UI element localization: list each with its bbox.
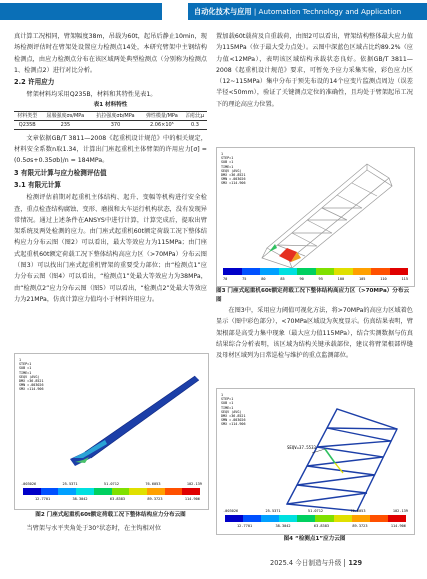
- paragraph: 臂架材料均采用Q235B，材料和其特性见表1。: [26, 91, 157, 99]
- figure-2-caption: 图2 门座式起重机60t额定荷载工况下整体结构应力分布云图: [35, 512, 186, 518]
- info-line: SMN =.003026: [19, 383, 44, 388]
- scale-label: 85: [280, 277, 285, 281]
- info-line: SEQV (AVG): [19, 374, 40, 379]
- scale-label: 51.0712: [307, 509, 324, 513]
- scale-label: 63.8383: [109, 497, 126, 501]
- table-header-cell: 抗拉强度σb/MPa: [90, 111, 141, 120]
- table-header-cell: 泊松比μ: [183, 111, 207, 120]
- paragraph: 检测评估前期对起重机主体结构、起升、变幅等机构进行安全检查，重点检查结构腐蚀、变形、磨损和大车运行机构状态，没有发现异常情况。通过上述条件在ANSYS中进行计算，计算完成后，提取出臂架系统及两处检测的应力。由门座式起重机60t额定荷载工况下整体结构应力分布云图（图2）可以看出，最大等效应力为115MPa；由门座式起重机60t额定荷载工况下整体结构高应力区（>70MPa）分布云图（图3）可以找出门座式起重机臂架的重要受力部位；由“检测点1”应力分布云图（图4）可以看出，“检测点1”处最大等效应力为38MPa，由“检测点2”应力分布云图（图5）可以看出，“检测点2”处最大等效应力为21MPa，仿真计算应力值均小于材料许用应力。: [14, 194, 207, 303]
- info-line: SMX =114.906: [221, 422, 246, 427]
- table-cell: 0.3: [183, 120, 207, 129]
- scale-label: 105: [358, 277, 366, 281]
- header-left-bar: [0, 3, 162, 20]
- info-line: 1: [19, 358, 22, 362]
- scale-label: 114.906: [390, 524, 406, 528]
- info-line: SEQV (AVG): [221, 168, 242, 173]
- table-header-cell: 屈服强度σs/MPa: [40, 111, 90, 120]
- boom-model-image: [15, 354, 208, 484]
- scale-label: 80: [261, 277, 266, 281]
- info-line: SUB =1: [221, 160, 234, 165]
- left-column: [14, 31, 207, 305]
- figure-4-point1-contour: [216, 388, 415, 535]
- table-cell: 235: [40, 120, 90, 129]
- page-footer: [270, 557, 362, 567]
- color-scale: [225, 515, 406, 522]
- info-line: STEP=1: [19, 362, 32, 367]
- info-line: TIME=1: [221, 405, 234, 410]
- scale-labels-top: [223, 509, 408, 513]
- scale-labels-top: [21, 482, 202, 486]
- page-number: 129: [344, 559, 362, 567]
- scale-label: 63.8383: [313, 524, 330, 528]
- scale-label: 115: [401, 277, 408, 281]
- info-line: DMX =36.8521: [221, 173, 246, 178]
- scale-label: 38.3042: [275, 524, 291, 528]
- info-line: 1: [221, 393, 224, 397]
- material-table: [14, 111, 207, 130]
- info-line: SMN =.003026: [221, 177, 246, 182]
- table-cell: Q235B: [14, 120, 40, 129]
- section-heading: 2.2 许用应力: [14, 78, 55, 87]
- table-header-cell: 材料类型: [14, 111, 40, 120]
- table-cell: 2.06×10⁵: [141, 120, 183, 129]
- right-column-mid: [216, 305, 413, 361]
- truss-model-image: [217, 148, 414, 268]
- scale-label: 76.6053: [145, 482, 161, 486]
- paragraph: 置加载60t载荷及自重载荷，由图2可以看出，臂架结构整体最大应力值为115MPa（位于最大受力点处）。云图中深蓝色区域占比约89.2%（应力值<12MPa），表明该区域结构承载状态良好。依据GB/T 3811—2008《起重机设计规范》要求，可暂免予应力采集实验，彩色应力区（12~115MPa）集中分布于预先布设的14个应变片监测点周边（误差半径<50mm），验证了关键测点定位的准确性，且均处于臂架起吊工况下的理论高应力位置。: [216, 33, 413, 108]
- paragraph: 真计算工况相同，臂架幅度38m，吊载为60t，起吊后静止10min，现场检测评估时在臂架处设置应力检测点14处，本研究臂架中主钢结构检测点，由应力检测点分布在该区域两处典型检测点（分别称为检测点1、检测点2）进行对比分析。: [14, 33, 207, 74]
- info-line: SMN =.003026: [221, 418, 246, 423]
- header-journal-bar: [188, 3, 427, 20]
- scale-label: 25.5371: [265, 509, 281, 513]
- info-line: SMX =114.906: [19, 387, 44, 392]
- info-line: SEQV (AVG): [221, 409, 242, 414]
- table-title: 表1 材料特性: [93, 101, 128, 108]
- info-line: SMX =114.906: [221, 181, 246, 186]
- figure-2-stress-contour: [14, 353, 209, 510]
- truss-detail-image: [217, 389, 414, 514]
- scale-label: 89.3723: [147, 497, 163, 501]
- info-line: DMX =36.8521: [19, 379, 44, 384]
- issue-info: 2025.4 今日制造与升级: [270, 559, 342, 567]
- scale-label: 100: [337, 277, 345, 281]
- scale-label: 102.139: [392, 509, 408, 513]
- table-row: [14, 120, 207, 129]
- scale-label: 75: [242, 277, 247, 281]
- subsection-heading: 3.1 有限元计算: [14, 180, 61, 189]
- scale-label: 114.906: [184, 497, 200, 501]
- table-header-cell: 弹性模量/MPa: [141, 111, 183, 120]
- scale-label: 12.7701: [237, 524, 253, 528]
- figure-3-high-stress-contour: [216, 147, 415, 287]
- scale-label: 51.0712: [103, 482, 120, 486]
- scale-label: 38.3042: [72, 497, 88, 501]
- left-tail: [14, 523, 207, 534]
- scale-label: 110: [380, 277, 387, 281]
- info-line: TIME=1: [19, 370, 32, 375]
- page-header: [0, 0, 427, 25]
- scale-label: 12.7701: [35, 497, 51, 501]
- figure-4-caption: 图4 “检测点1”应力云图: [283, 536, 346, 542]
- info-line: TIME=1: [221, 164, 234, 169]
- section-heading: 3 有限元计算与应力检测评估值: [14, 168, 107, 177]
- scale-label: 102.139: [186, 482, 202, 486]
- journal-name: 自动化技术与应用: [194, 7, 252, 16]
- scale-label: 95: [318, 277, 323, 281]
- paragraph: 当臂架与水平夹角处于30°状态时，在主钩相对位: [26, 525, 162, 532]
- header-separator: |: [253, 7, 259, 16]
- scale-label: 90: [299, 277, 304, 281]
- paragraph: 在图3中，采用应力阈值可视化方法，将>70MPa的高应力区域着色显示（图中彩色部分），<70MPa区域设为灰度显示。仿真结果表明，臂架根部是高受力集中现象（最大应力值115MPa），结合实测数据与仿真结果综合分析表明，该区域为结构关键承载部位，建议将臂架根部焊缝及母材区域列为日常巡检与维护的重点监测部位。: [216, 307, 413, 360]
- scale-labels-bottom: [237, 524, 406, 528]
- color-scale: [23, 488, 200, 495]
- info-line: STEP=1: [221, 156, 234, 161]
- right-column-top: [216, 31, 413, 110]
- figure-3-caption: 图3 门座式起重机60t额定荷载工况下整体结构高应力区（>70MPa）分布云图: [216, 288, 410, 303]
- scale-labels: [223, 277, 408, 281]
- scale-label: 76.6053: [350, 509, 366, 513]
- info-line: 1: [221, 152, 224, 156]
- scale-label: .003026: [21, 482, 37, 486]
- scale-label: 89.3723: [352, 524, 368, 528]
- marker-label: SEQV=37.5533: [287, 445, 316, 450]
- scale-label: .003026: [223, 509, 239, 513]
- info-line: DMX =36.8521: [221, 414, 246, 419]
- scale-label: 70: [223, 277, 228, 281]
- paragraph: 文章依据GB/T 3811—2008《起重机设计规范》中的相关规定，材料安全系数n取1.34，计算出门座起重机主体臂架的许用应力[σ] = (0.5σs+0.35σb)/n = 184MPa。: [14, 134, 207, 165]
- table-cell: 370: [90, 120, 141, 129]
- scale-labels-bottom: [35, 497, 200, 501]
- scale-label: 25.5371: [62, 482, 78, 486]
- color-scale: [223, 268, 408, 275]
- info-line: SUB =1: [221, 401, 234, 406]
- info-line: SUB =1: [19, 366, 32, 371]
- journal-subtitle: Automation Technology and Application: [258, 7, 402, 16]
- info-line: STEP=1: [221, 397, 234, 402]
